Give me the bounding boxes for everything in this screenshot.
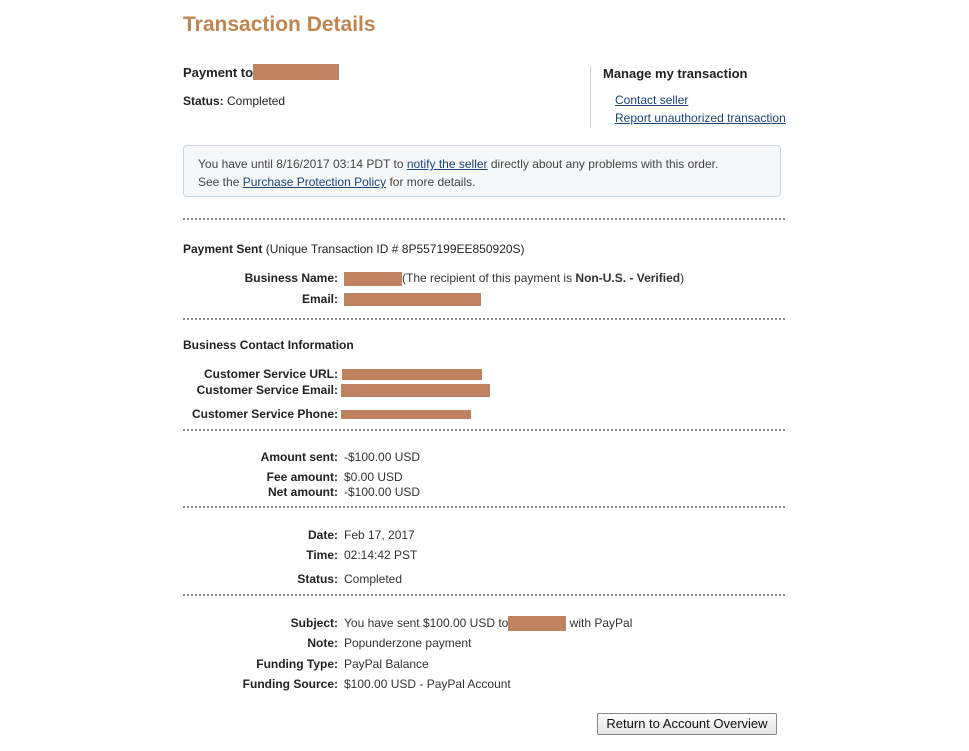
fee-amount-value: $0.00 USD xyxy=(344,470,403,484)
redacted-recipient xyxy=(253,64,339,80)
net-amount-value: -$100.00 USD xyxy=(344,485,421,499)
protection-notice xyxy=(183,145,781,197)
business-name-label: Business Name: xyxy=(244,271,338,285)
subject-label: Subject: xyxy=(290,616,338,630)
payment-status-label: Status: xyxy=(183,94,224,108)
time-row xyxy=(0,547,969,563)
cs-phone-row xyxy=(0,406,969,422)
contact-seller-link[interactable]: Contact seller xyxy=(615,93,689,107)
dotted-divider xyxy=(183,218,785,220)
section-divider xyxy=(590,66,591,128)
payment-to-heading xyxy=(183,65,339,80)
cs-email-row xyxy=(0,382,969,398)
redacted-cs-email xyxy=(341,384,490,397)
notify-seller-link[interactable]: notify the seller xyxy=(406,157,488,171)
status-value: Completed xyxy=(344,572,403,586)
funding-source-value: $100.00 USD - PayPal Account xyxy=(344,677,511,691)
status-label: Status: xyxy=(297,572,338,586)
payment-sent-heading: Payment Sent (Unique Transaction ID # 8P557199EE850920S) xyxy=(183,242,525,256)
notice-line-1: You have until 8/16/2017 03:14 PDT to notify the seller directly about any problems with this order. xyxy=(198,157,719,171)
payment-to-label: Payment to xyxy=(183,65,254,80)
business-name-row: Business Name: (The recipient of this payment is Non-U.S. - Verified) xyxy=(244,271,685,285)
subject-row: Subject: You have sent $100.00 USD to with PayPal xyxy=(290,616,633,630)
dotted-divider xyxy=(183,594,785,596)
fee-amount-row xyxy=(0,469,969,485)
status-row xyxy=(0,571,969,587)
notice-line-2: See the Purchase Protection Policy for more details. xyxy=(198,175,476,189)
time-label: Time: xyxy=(306,548,338,562)
dotted-divider xyxy=(183,506,785,508)
note-value: Popunderzone payment xyxy=(344,636,472,650)
cs-email-label: Customer Service Email: xyxy=(196,383,338,397)
manage-transaction-title: Manage my transaction xyxy=(603,66,748,81)
redacted-cs-phone xyxy=(341,410,471,419)
payment-status-value: Completed xyxy=(227,94,286,108)
funding-type-value: PayPal Balance xyxy=(344,657,429,671)
net-amount-row xyxy=(0,484,969,500)
amount-sent-row xyxy=(0,449,969,465)
cs-url-label: Customer Service URL: xyxy=(203,367,338,381)
payment-status xyxy=(183,94,285,108)
report-unauthorized-link[interactable]: Report unauthorized transaction xyxy=(615,111,786,125)
purchase-protection-link[interactable]: Purchase Protection Policy xyxy=(242,175,387,189)
note-label: Note: xyxy=(307,636,338,650)
fee-amount-label: Fee amount: xyxy=(266,470,338,484)
email-row xyxy=(0,291,969,307)
redacted-cs-url xyxy=(342,369,482,380)
funding-source-label: Funding Source: xyxy=(242,677,338,691)
dotted-divider xyxy=(183,318,785,320)
time-value: 02:14:42 PST xyxy=(344,548,418,562)
recipient-status: Non-U.S. - Verified xyxy=(575,271,681,285)
funding-source-row xyxy=(0,676,969,692)
date-value: Feb 17, 2017 xyxy=(344,528,415,542)
page-title: Transaction Details xyxy=(183,13,376,36)
transaction-id: (Unique Transaction ID # 8P557199EE850920S) xyxy=(265,242,525,256)
redacted-business-name xyxy=(344,272,402,286)
funding-type-row xyxy=(0,656,969,672)
cs-phone-label: Customer Service Phone: xyxy=(191,407,338,421)
redacted-email xyxy=(344,293,481,306)
amount-sent-value: -$100.00 USD xyxy=(344,450,421,464)
business-contact-heading: Business Contact Information xyxy=(183,338,354,352)
funding-type-label: Funding Type: xyxy=(256,657,338,671)
dotted-divider xyxy=(183,429,785,431)
cs-url-row xyxy=(0,366,969,382)
email-label: Email: xyxy=(301,292,338,306)
redacted-subject-recipient xyxy=(508,616,566,631)
date-label: Date: xyxy=(307,528,338,542)
return-to-account-overview-button[interactable]: Return to Account Overview xyxy=(597,713,777,735)
amount-sent-label: Amount sent: xyxy=(260,450,338,464)
date-row xyxy=(0,527,969,543)
note-row xyxy=(0,635,969,651)
net-amount-label: Net amount: xyxy=(268,485,338,499)
